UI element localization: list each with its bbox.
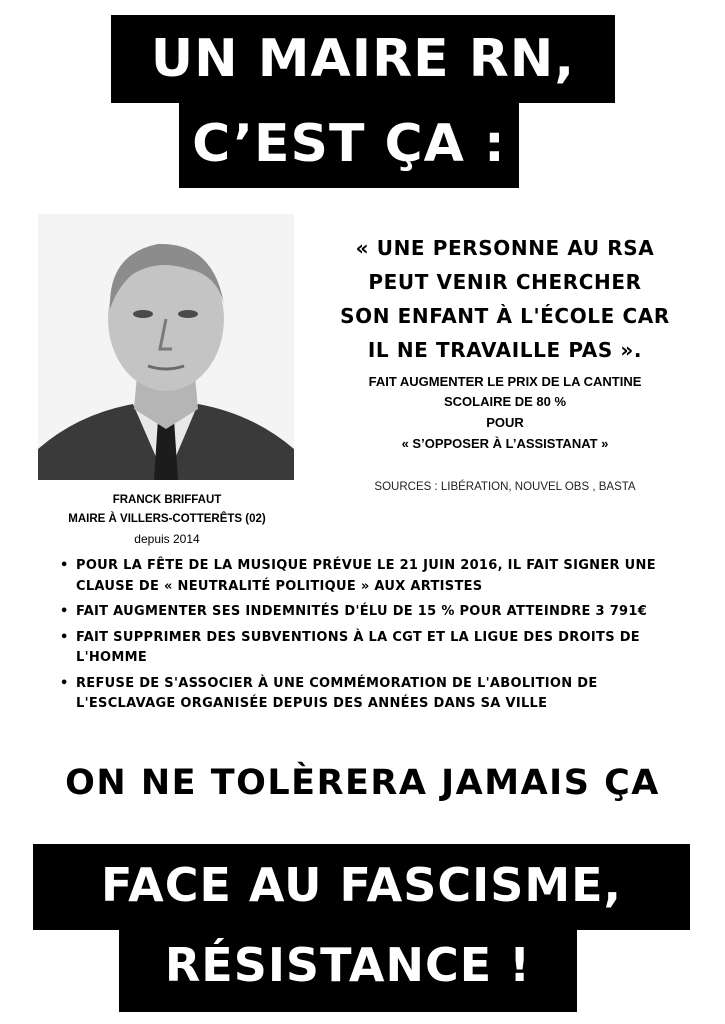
quote-line-2: PEUT VENIR CHERCHER	[368, 270, 642, 294]
title-line-2: C’EST ÇA :	[179, 100, 519, 188]
footer-line-2: RÉSISTANCE !	[119, 924, 577, 1012]
quote-line-4: IL NE TRAVAILLE PAS ».	[367, 338, 643, 362]
mayor-since: depuis 2014	[134, 532, 200, 546]
fact-line-2: SCOLAIRE DE 80 %	[443, 394, 567, 409]
mayor-role: MAIRE À VILLERS-COTTERÊTS (02)	[68, 513, 266, 525]
list-item: • FAIT AUGMENTER SES INDEMNITÉS D'ÉLU DE 15 % POUR ATTEINDRE 3 791€	[60, 602, 700, 623]
list-item: • REFUSE DE S'ASSOCIER À UNE COMMÉMORATION DE L'ABOLITION DE L'ESCLAVAGE ORGANISÉE DEPUIS DES ANNÉES DANS SA VILLE	[60, 674, 700, 715]
quote-line-1: « UNE PERSONNE AU RSA	[355, 236, 655, 260]
footer-line-1: FACE AU FASCISME,	[33, 844, 690, 930]
sources-note: SOURCES : LIBÉRATION, NOUVEL OBS , BASTA	[374, 481, 636, 493]
fact-line-4: « S’OPPOSER À L’ASSISTANAT »	[401, 436, 609, 451]
list-item: • FAIT SUPPRIMER DES SUBVENTIONS À LA CGT ET LA LIGUE DES DROITS DE L'HOMME	[60, 628, 700, 669]
quote-line-3: SON ENFANT À L'ÉCOLE CAR	[340, 304, 670, 328]
fact-line-1: FAIT AUGMENTER LE PRIX DE LA CANTINE	[368, 374, 642, 389]
list-item: • POUR LA FÊTE DE LA MUSIQUE PRÉVUE LE 21 JUIN 2016, IL FAIT SIGNER UNE CLAUSE DE « NEUTRALITÉ POLITIQUE » AUX ARTISTES	[60, 556, 700, 597]
title-line-1: UN MAIRE RN,	[111, 15, 615, 103]
fact-line-3: POUR	[486, 415, 524, 430]
facts-list	[60, 556, 700, 720]
mayor-name: FRANCK BRIFFAUT	[112, 494, 222, 506]
slogan: ON NE TOLÈRERA JAMAIS ÇA	[65, 763, 660, 803]
mayor-portrait-photo	[38, 214, 294, 480]
